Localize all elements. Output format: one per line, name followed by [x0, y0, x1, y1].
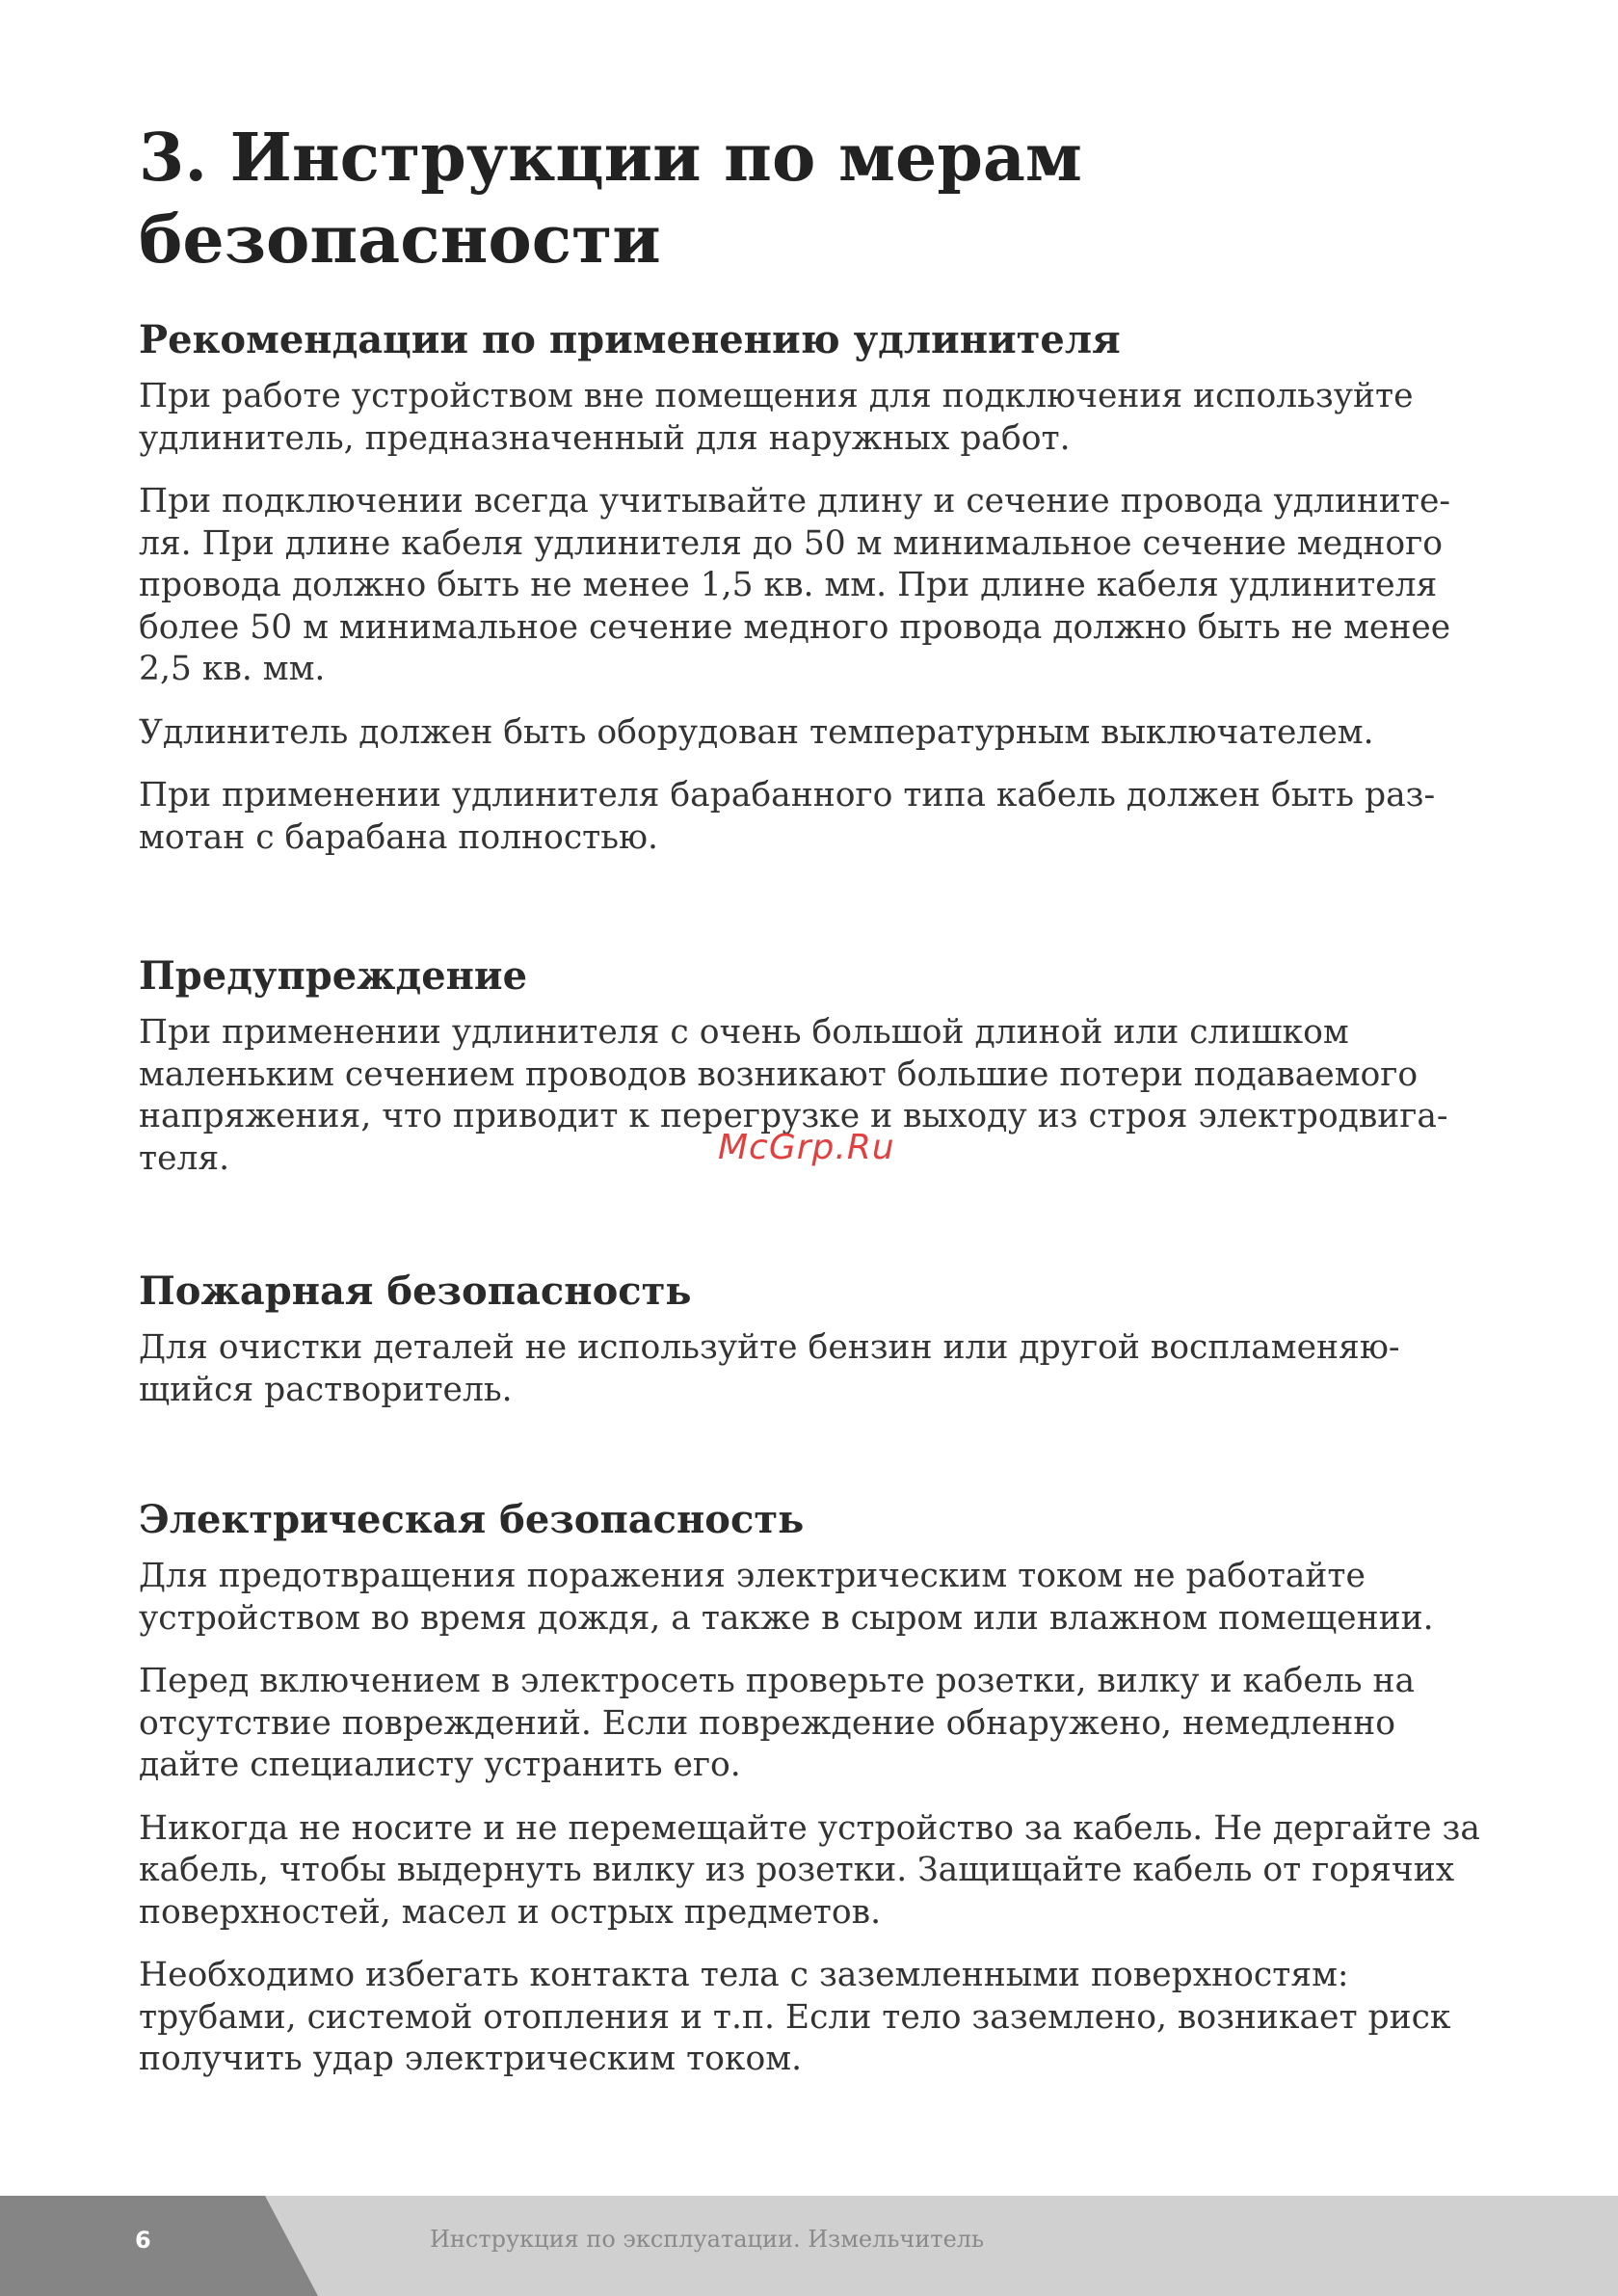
- paragraph: При работе устройством вне помещения для подключения используйте удлинитель, предназначенный для наружных работ.: [139, 377, 1414, 458]
- paragraph: При подключении всегда учитывайте длину и сечение провода удлините-ля. При длине кабеля удлинителя до 50 м минимальное сечение медного провода должно быть не менее 1,5 кв. мм. При длине кабеля удлинителя более 50 м минимальное сечение медного провода должно быть не менее 2,5 кв. мм.: [139, 482, 1451, 688]
- paragraph: При применении удлинителя барабанного типа кабель должен быть раз-мотан с барабана полностью.: [139, 776, 1436, 857]
- page-number: 6: [135, 2227, 151, 2254]
- section-extension-cord: [139, 314, 1488, 880]
- section-fire-safety: [139, 1266, 1488, 1432]
- watermark: McGrp.Ru: [718, 1128, 895, 1167]
- section-electrical-safety: [139, 1494, 1488, 2102]
- section-heading: Предупреждение: [139, 953, 528, 999]
- paragraph: Для предотвращения поражения электрическим током не работайте устройством во время дождя, а также в сыром или влажном помещении.: [139, 1557, 1434, 1638]
- paragraph: Для очистки деталей не используйте бензин или другой воспламеняю-щийся растворитель.: [139, 1328, 1400, 1409]
- page-footer: [0, 2196, 1618, 2296]
- paragraph: Перед включением в электросеть проверьте розетки, вилку и кабель на отсутствие повреждений. Если повреждение обнаружено, немедленно дайте специалисту устранить его.: [139, 1662, 1416, 1784]
- section-heading: Пожарная безопасность: [139, 1268, 692, 1314]
- paragraph: При применении удлинителя с очень большой длиной или слишком маленьким сечением проводов возникают большие потери подаваемого напряжения, что приводит к перегрузке и выходу из строя электродвига-теля.: [139, 1013, 1448, 1178]
- paragraph: Необходимо избегать контакта тела с заземленными поверхностям: трубами, системой отопления и т.п. Если тело заземлено, возникает риск получить удар электрическим током.: [139, 1956, 1451, 2078]
- section-heading: Рекомендации по применению удлинителя: [139, 317, 1121, 362]
- paragraph: Никогда не носите и не перемещайте устройство за кабель. Не дергайте за кабель, чтобы выдернуть вилку из розетки. Защищайте кабель от горячих поверхностей, масел и острых предметов.: [139, 1808, 1480, 1932]
- paragraph: Удлинитель должен быть оборудован температурным выключателем.: [139, 712, 1374, 752]
- page-title: 3. Инструкции по мерам безопасности: [139, 120, 1082, 279]
- section-heading: Электрическая безопасность: [139, 1497, 805, 1542]
- page-number-tab: [0, 2196, 318, 2296]
- footer-document-title: Инструкция по эксплуатации. Измельчитель: [430, 2226, 985, 2253]
